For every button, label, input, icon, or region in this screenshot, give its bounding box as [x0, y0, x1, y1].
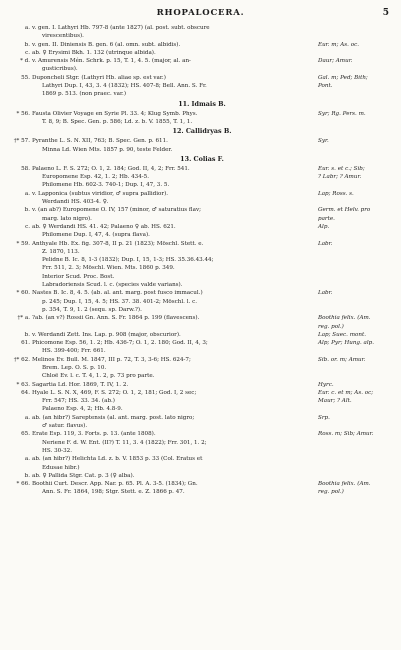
entry-text: Europomene Esp. 42, 1. 2; Hb. 434-5.	[42, 174, 150, 181]
entry-text: 1869 p. 513. (non praec. var.)	[42, 91, 127, 98]
entry-text: Pyranthe L. S. N. XII, 763; B. Spec. Gen. p. 611.	[32, 138, 168, 145]
distribution-text: reg. pol.)	[318, 489, 344, 496]
species-entry	[8, 356, 396, 364]
entry-text: Palaeno Esp. 4, 2; Hb. 4.8-9.	[42, 406, 123, 413]
species-entry	[8, 472, 396, 480]
distribution-text: Ross. m; Sib; Amur.	[318, 431, 374, 438]
entry-continuation	[8, 439, 396, 447]
entry-text: p. 245; Dup. I, 15, 4. 5; HS. 37. 38. 401-2; Möschl. l. c.	[42, 298, 197, 305]
genus-heading-text: 12. Callidryas B.	[172, 127, 232, 136]
species-entry	[8, 190, 396, 198]
entry-continuation	[8, 306, 396, 314]
entry-text: v. Werdandi Zett. Ins. Lap. p. 908 (major, obscurior).	[32, 331, 181, 338]
running-header	[0, 8, 401, 20]
entry-marker: a.	[24, 414, 30, 421]
species-entry	[8, 165, 396, 173]
entry-marker: 64.	[21, 389, 30, 396]
genus-heading	[8, 126, 396, 137]
species-entry	[8, 414, 396, 422]
entry-text: Melinos Ev. Bull. M. 1847, III p. 72, T. 3, 3-6; HS. 624-7;	[32, 356, 191, 363]
distribution-text: Germ. et Helv. pro	[318, 207, 371, 214]
entry-text: Z. 1870, 113.	[42, 248, 80, 255]
entry-continuation	[8, 231, 396, 239]
entry-text: ab. ♀ Erysimi Bkh. 1. 132 (utrinque albida).	[32, 49, 156, 56]
entry-text: Sagartia Ld. Hor. 1869, T. IV, 1. 2.	[32, 381, 129, 388]
entry-text: Frr. 547; HS. 33. 34. (ab.)	[42, 398, 115, 405]
entry-text: virescentibus).	[42, 33, 84, 40]
entry-marker: †* 57.	[13, 138, 30, 145]
entry-text: Anthyale Hb. Ex. fig. 307-8, II p. 21 (1823); Möschl. Stett. e.	[32, 240, 204, 247]
entry-text: Philomene Hb. 602-3. 740-1; Dup. I, 47, 3. 5.	[42, 182, 170, 189]
entry-continuation	[8, 372, 396, 380]
distribution-text: Eur. c. et m; As. oc;	[318, 389, 374, 396]
species-entry	[8, 49, 396, 57]
species-entry	[8, 206, 396, 214]
distribution-text: Alp; Pyr; Hung. alp.	[318, 340, 375, 347]
species-entry	[8, 74, 396, 82]
distribution-text: Eur. s. et c.; Sib;	[318, 165, 365, 172]
entry-marker: †* 62.	[13, 356, 30, 363]
entry-text: v. (an ab?) Europomene O. IV, 157 (minor, ♂ saturatius flav;	[32, 207, 202, 214]
entry-continuation	[8, 323, 396, 331]
entry-marker: 58.	[21, 165, 30, 172]
entry-marker: a.	[24, 190, 30, 197]
distribution-text: Sib. or. m; Amur.	[318, 356, 366, 363]
species-entry	[8, 389, 396, 397]
entry-text: v. Amurensis Mén. Schrk. p. 15, T. 1, 4. 5. (major, al. an-	[32, 58, 191, 65]
entry-marker: 65.	[21, 431, 30, 438]
distribution-text: Eur. m; As. oc.	[318, 41, 360, 48]
genus-heading-text: 11. Idmais B.	[178, 99, 226, 108]
entry-continuation	[8, 118, 396, 126]
entry-continuation	[8, 198, 396, 206]
running-title: RHOPALOCERA.	[156, 8, 245, 18]
entry-text: Boothii Curt. Descr. App. Nar. p. 65. Pl. A. 3-5. (1834); Gn.	[32, 481, 198, 488]
species-entry	[8, 24, 396, 32]
distribution-text: Pont.	[318, 83, 333, 90]
entry-continuation	[8, 488, 396, 496]
distribution-text: Alp.	[318, 223, 330, 230]
species-entry	[8, 331, 396, 339]
distribution-text: Lap; Suec. mont.	[318, 331, 367, 338]
species-entry	[8, 480, 396, 488]
entry-text: Palaeno L. F. S. 272; O. 1, 2. 184; God. II, 4, 2; Frr. 541.	[32, 165, 190, 172]
entry-continuation	[8, 181, 396, 189]
distribution-text: Maur; ? Alt.	[318, 398, 352, 405]
species-entry	[8, 430, 396, 438]
species-entry	[8, 381, 396, 389]
genus-heading	[8, 154, 396, 165]
entry-marker: * 59.	[16, 240, 30, 247]
entry-continuation	[8, 32, 396, 40]
species-entry	[8, 289, 396, 297]
entry-continuation	[8, 397, 396, 405]
entry-text: ab. (an hibr?) Sareptensis (al. ant. marg. post. lato nigro;	[32, 414, 195, 421]
entry-text: Nastes B. Ic. 8, 4. 5. (ab. al. ant. marg. post fusco immacul.)	[32, 290, 203, 297]
entry-text: Werdandi HS. 403-4. ♀.	[42, 199, 109, 206]
entry-marker: * 63.	[16, 381, 30, 388]
entry-text: Labradoriensis Scud. l. c. (species valde varians).	[42, 282, 183, 289]
entry-text: HS. 399-400; Frr. 661.	[42, 348, 106, 355]
entry-continuation	[8, 256, 396, 264]
species-entry	[8, 57, 396, 65]
species-entry	[8, 240, 396, 248]
entry-marker: * 56.	[16, 110, 30, 117]
entry-continuation	[8, 405, 396, 413]
entry-marker: a.	[24, 25, 30, 31]
page-number: 5	[382, 8, 389, 18]
distribution-text: Srp.	[318, 414, 330, 421]
entry-marker: 55.	[21, 74, 30, 81]
entry-marker: b.	[24, 207, 30, 214]
species-entry	[8, 137, 396, 145]
distribution-text: parte.	[318, 215, 335, 222]
entry-continuation	[8, 464, 396, 472]
entry-text: Duponcheli Stgr. (Lathyri Hb. aliae sp. est var.)	[32, 74, 166, 81]
distribution-text: reg. pol.)	[318, 323, 344, 330]
entry-text: Hyale L. S. N. X, 469, F. S. 272; O. 1, 2, 181; God. I, 2 sec;	[32, 389, 197, 396]
entry-text: Minna Ld. Wien Mts. 1857 p. 90, teste Felder.	[42, 146, 173, 153]
species-entry	[8, 223, 396, 231]
entry-text: v. gen. I. Lathyri Hb. 797-8 (ante 1827) (al. post. subt. obscure	[32, 25, 210, 31]
entry-text: v. gen. II. Diniensis B. gen. 6 (al. omn. subt. albidis).	[32, 41, 181, 48]
distribution-text: Daur; Amur.	[318, 58, 353, 65]
entry-text: Frr. 511, 2. 3; Möschl. Wien. Mts. 1860 p. 349.	[42, 265, 175, 272]
entry-text: ?ab. (an v?) Rossii Gn. Ann. S. Fr. 1864 p. 199 (flavescens).	[32, 315, 200, 322]
entry-marker: c.	[25, 49, 30, 56]
entry-continuation	[8, 264, 396, 272]
species-entry	[8, 110, 396, 118]
entry-continuation	[8, 173, 396, 181]
entry-marker: 61.	[21, 340, 30, 347]
entry-continuation	[8, 347, 396, 355]
distribution-text: Gal. m; Ped; Bith;	[318, 74, 368, 81]
genus-heading-text: 13. Colias F.	[180, 154, 224, 163]
distribution-text: ? Labr; ? Amur.	[318, 174, 362, 181]
entry-text: gusticribus).	[42, 66, 78, 73]
entry-text: HS. 30-32.	[42, 447, 72, 454]
distribution-text: Boothia felix. (Am.	[318, 481, 371, 488]
distribution-text: Lap; Ross. s.	[318, 190, 354, 197]
entry-continuation	[8, 273, 396, 281]
entry-continuation	[8, 65, 396, 73]
entry-marker: c.	[25, 223, 30, 230]
distribution-text: Labr.	[318, 290, 333, 297]
catalogue-body	[8, 24, 396, 497]
entry-text: v. Lapponica (subtus viridior, ♂ supra pallidior).	[32, 190, 169, 197]
distribution-text: Syr; Rg. Pers. m.	[318, 110, 366, 117]
entry-text: ab. (an hibr?) Helichta Ld. z. b. V. 1853 p. 33 (Col. Eratus et	[32, 456, 203, 463]
entry-text: marg. lato nigro).	[42, 215, 92, 222]
entry-marker: a.	[24, 456, 30, 463]
entry-marker: * d.	[20, 58, 30, 65]
entry-continuation	[8, 298, 396, 306]
entry-continuation	[8, 364, 396, 372]
entry-text: p. 354, T. 9, 1. 2 (sequ. sp. Darw.?).	[42, 306, 142, 313]
species-entry	[8, 41, 396, 49]
distribution-text: Labr.	[318, 240, 333, 247]
distribution-text: Hyrc.	[318, 381, 334, 388]
species-entry	[8, 314, 396, 322]
entry-continuation	[8, 90, 396, 98]
genus-heading	[8, 99, 396, 110]
distribution-text: Syr.	[318, 138, 329, 145]
entry-marker: b.	[24, 41, 30, 48]
entry-marker: * 66.	[16, 481, 30, 488]
entry-text: Philomene Dup. I, 47, 4. (supra flava).	[42, 232, 150, 239]
entry-continuation	[8, 447, 396, 455]
entry-text: Neriene F. d. W. Ent. (II?) T. 11, 3. 4 (1822); Frr. 301, 1. 2;	[42, 439, 207, 446]
entry-marker: †* a.	[17, 315, 30, 322]
entry-text: Chloë Ev. l. c. T. 4, 1. 2, p. 73 pro parte.	[42, 373, 155, 380]
entry-marker: b.	[24, 331, 30, 338]
entry-text: Edusae hibr.)	[42, 464, 80, 471]
entry-text: T. 8, 9; B. Spec. Gen. p. 586; Ld. z. b. V. 1855, T. 1, 1.	[42, 118, 193, 125]
entry-text: ab. ♀ Pallida Stgr. Cat. p. 3 (♀ alba).	[32, 472, 135, 479]
entry-continuation	[8, 281, 396, 289]
entry-text: Lathyri Dup. I, 43, 3. 4 (1832); HS. 407-8; Bell. Ann. S. Fr.	[42, 83, 207, 90]
entry-text: ♂ satur. flavus).	[42, 423, 88, 430]
entry-text: ab. ♀ Werdandi HS. 41. 42; Palaeno ♀ ab. HS. 621.	[32, 223, 176, 230]
entry-continuation	[8, 146, 396, 154]
entry-marker: * 60.	[16, 290, 30, 297]
species-entry	[8, 455, 396, 463]
entry-continuation	[8, 82, 396, 90]
entry-text: Ann. S. Fr. 1864, 198; Stgr. Stett. e. Z. 1866 p. 47.	[42, 489, 185, 496]
entry-marker: b.	[24, 472, 30, 479]
entry-text: Interior Scud. Proc. Bost.	[42, 273, 115, 280]
entry-continuation	[8, 248, 396, 256]
entry-text: Phicomone Esp. 56, 1. 2; Hb. 436-7; O. 1, 2. 180; God. II, 4, 3;	[32, 340, 208, 347]
entry-continuation	[8, 215, 396, 223]
entry-text: Pelidne B. Ic. 8, 1-3 (1832); Dup. I, 15, 1-3; HS. 35.36.43.44;	[42, 257, 214, 264]
entry-text: Brem. Lep. O. S. p. 10.	[42, 364, 107, 371]
species-entry	[8, 339, 396, 347]
distribution-text: Boothia felix. (Am.	[318, 315, 371, 322]
entry-continuation	[8, 422, 396, 430]
entry-text: Fausta Olivier Voyage en Syrie Pl. 33. 4; Klug Symb. Phys.	[32, 110, 198, 117]
entry-text: Erate Esp. 119, 3. Forts. p. 13. (ante 1808).	[32, 431, 156, 438]
